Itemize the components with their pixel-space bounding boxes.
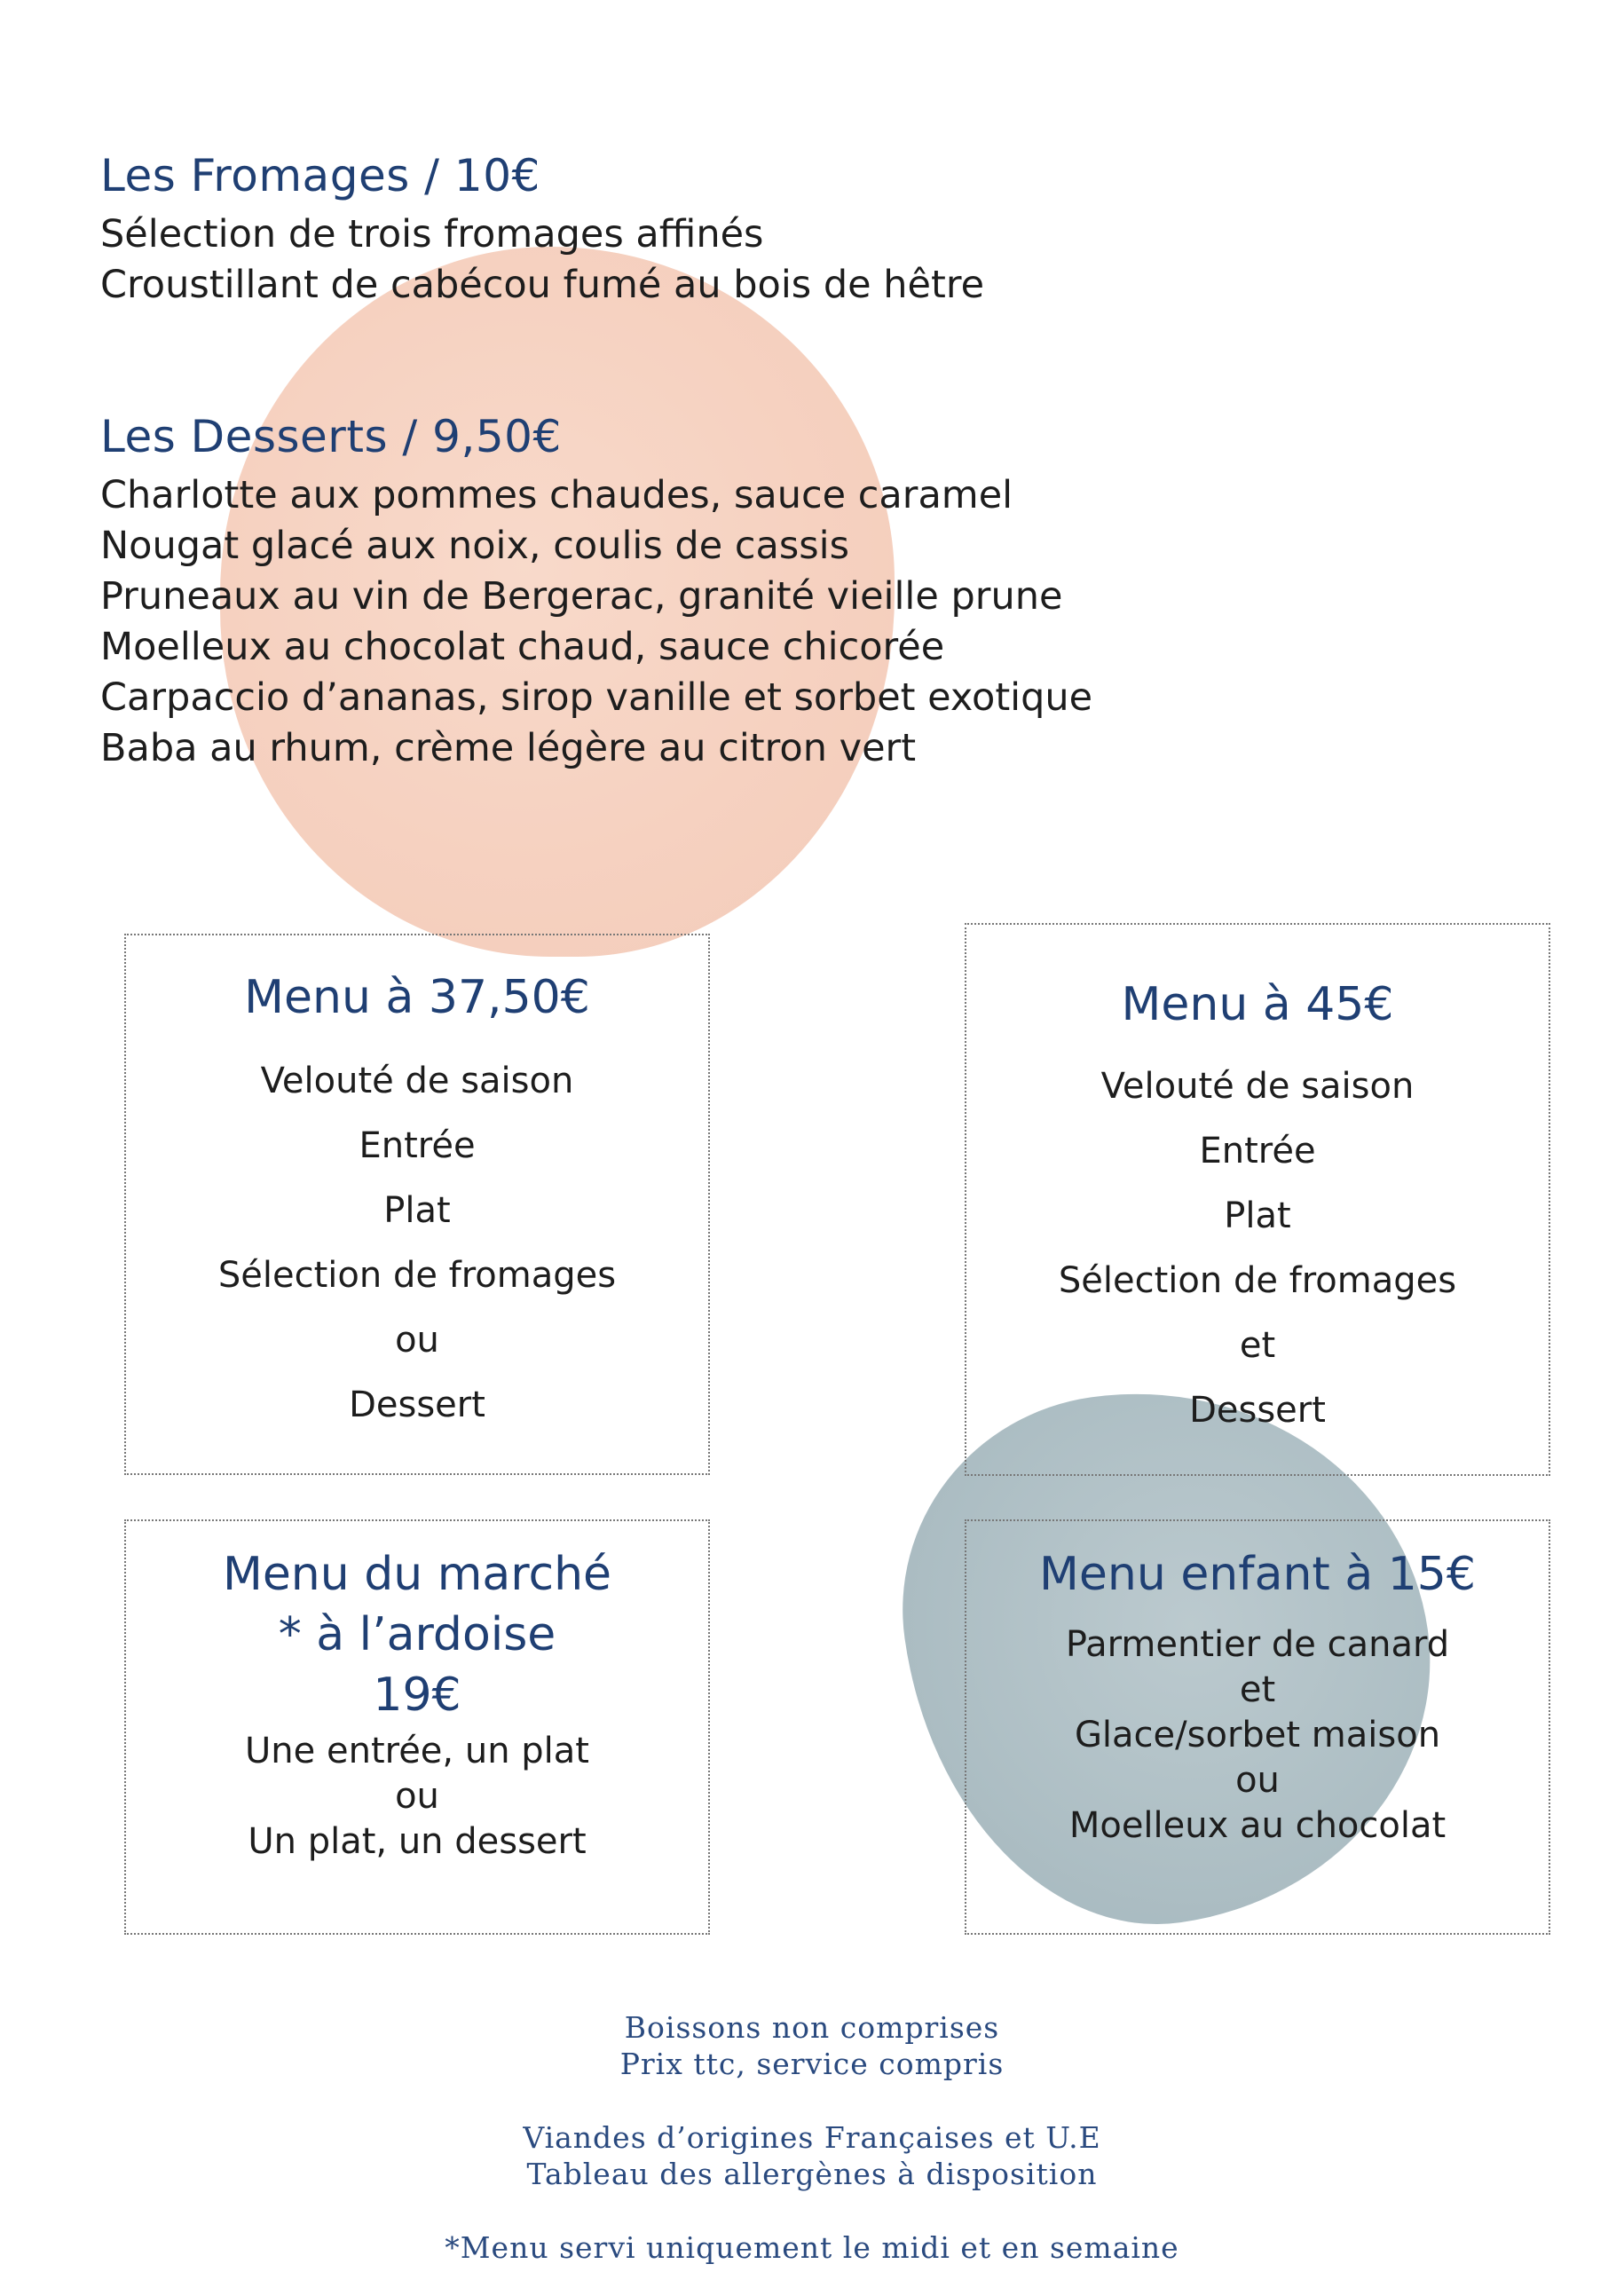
footer-origin-notes (0, 2119, 1624, 2192)
dessert-item: Nougat glacé aux noix, coulis de cassis (100, 524, 850, 568)
menu-37-title: Menu à 37,50€ (244, 971, 590, 1024)
menu-37-line: Entrée (359, 1125, 476, 1166)
menu-box-enfant (965, 1519, 1550, 1935)
menu-37-line: Sélection de fromages (217, 1255, 617, 1296)
menu-marche-line: Un plat, un dessert (248, 1821, 587, 1862)
menu-37-line: Plat (383, 1190, 451, 1231)
footer-line: Boissons non comprises (624, 2010, 1000, 2045)
section-desserts (100, 408, 1092, 774)
menu-37-line: Dessert (349, 1384, 485, 1425)
menu-37-line: ou (395, 1320, 439, 1361)
footer-line: Tableau des allergènes à disposition (526, 2157, 1098, 2191)
footer-menu-note (0, 2229, 1624, 2266)
footer-line: Viandes d’origines Françaises et U.E (523, 2120, 1101, 2155)
section-fromages (100, 147, 984, 311)
menu-37-line: Velouté de saison (260, 1061, 574, 1101)
desserts-title: Les Desserts / 9,50€ (100, 411, 562, 462)
dessert-item: Charlotte aux pommes chaudes, sauce caramel (100, 473, 1013, 517)
footer-line: *Menu servi uniquement le midi et en semaine (445, 2230, 1179, 2265)
menu-enfant-line: Parmentier de canard (1065, 1624, 1450, 1665)
menu-enfant-line: Glace/sorbet maison (1074, 1715, 1441, 1755)
menu-box-45 (965, 923, 1550, 1476)
menu-45-line: et (1239, 1325, 1276, 1366)
fromages-title: Les Fromages / 10€ (100, 150, 540, 201)
footer-line: Prix ttc, service compris (619, 2047, 1005, 2081)
menu-45-line: Velouté de saison (1100, 1066, 1415, 1107)
menu-marche-line: Une entrée, un plat (245, 1731, 589, 1771)
fromages-item: Sélection de trois fromages affinés (100, 212, 764, 256)
dessert-item: Moelleux au chocolat chaud, sauce chicorée (100, 625, 945, 669)
menu-45-title: Menu à 45€ (1121, 978, 1394, 1031)
dessert-item: Carpaccio d’ananas, sirop vanille et sorbet exotique (100, 675, 1093, 720)
menu-box-37 (124, 934, 710, 1475)
fromages-item: Croustillant de cabécou fumé au bois de hêtre (100, 263, 985, 307)
menu-45-line: Plat (1224, 1195, 1291, 1236)
menu-enfant-line: et (1239, 1669, 1276, 1710)
menu-marche-title-line: Menu du marché (222, 1548, 612, 1601)
dessert-item: Pruneaux au vin de Bergerac, granité vieille prune (100, 574, 1063, 619)
menu-enfant-line: Moelleux au chocolat (1068, 1805, 1447, 1846)
menu-enfant-title: Menu enfant à 15€ (1039, 1548, 1476, 1601)
footer-pricing-notes (0, 2009, 1624, 2082)
menu-box-marche (124, 1519, 710, 1935)
menu-marche-price: 19€ (373, 1668, 461, 1722)
menu-marche-line: ou (395, 1776, 439, 1817)
menu-marche-title-line: * à l’ardoise (278, 1608, 556, 1661)
dessert-item: Baba au rhum, crème légère au citron vert (100, 726, 917, 770)
menu-45-line: Dessert (1189, 1390, 1326, 1431)
menu-45-line: Sélection de fromages (1058, 1260, 1457, 1301)
menu-enfant-line: ou (1235, 1760, 1280, 1801)
menu-45-line: Entrée (1199, 1131, 1316, 1172)
